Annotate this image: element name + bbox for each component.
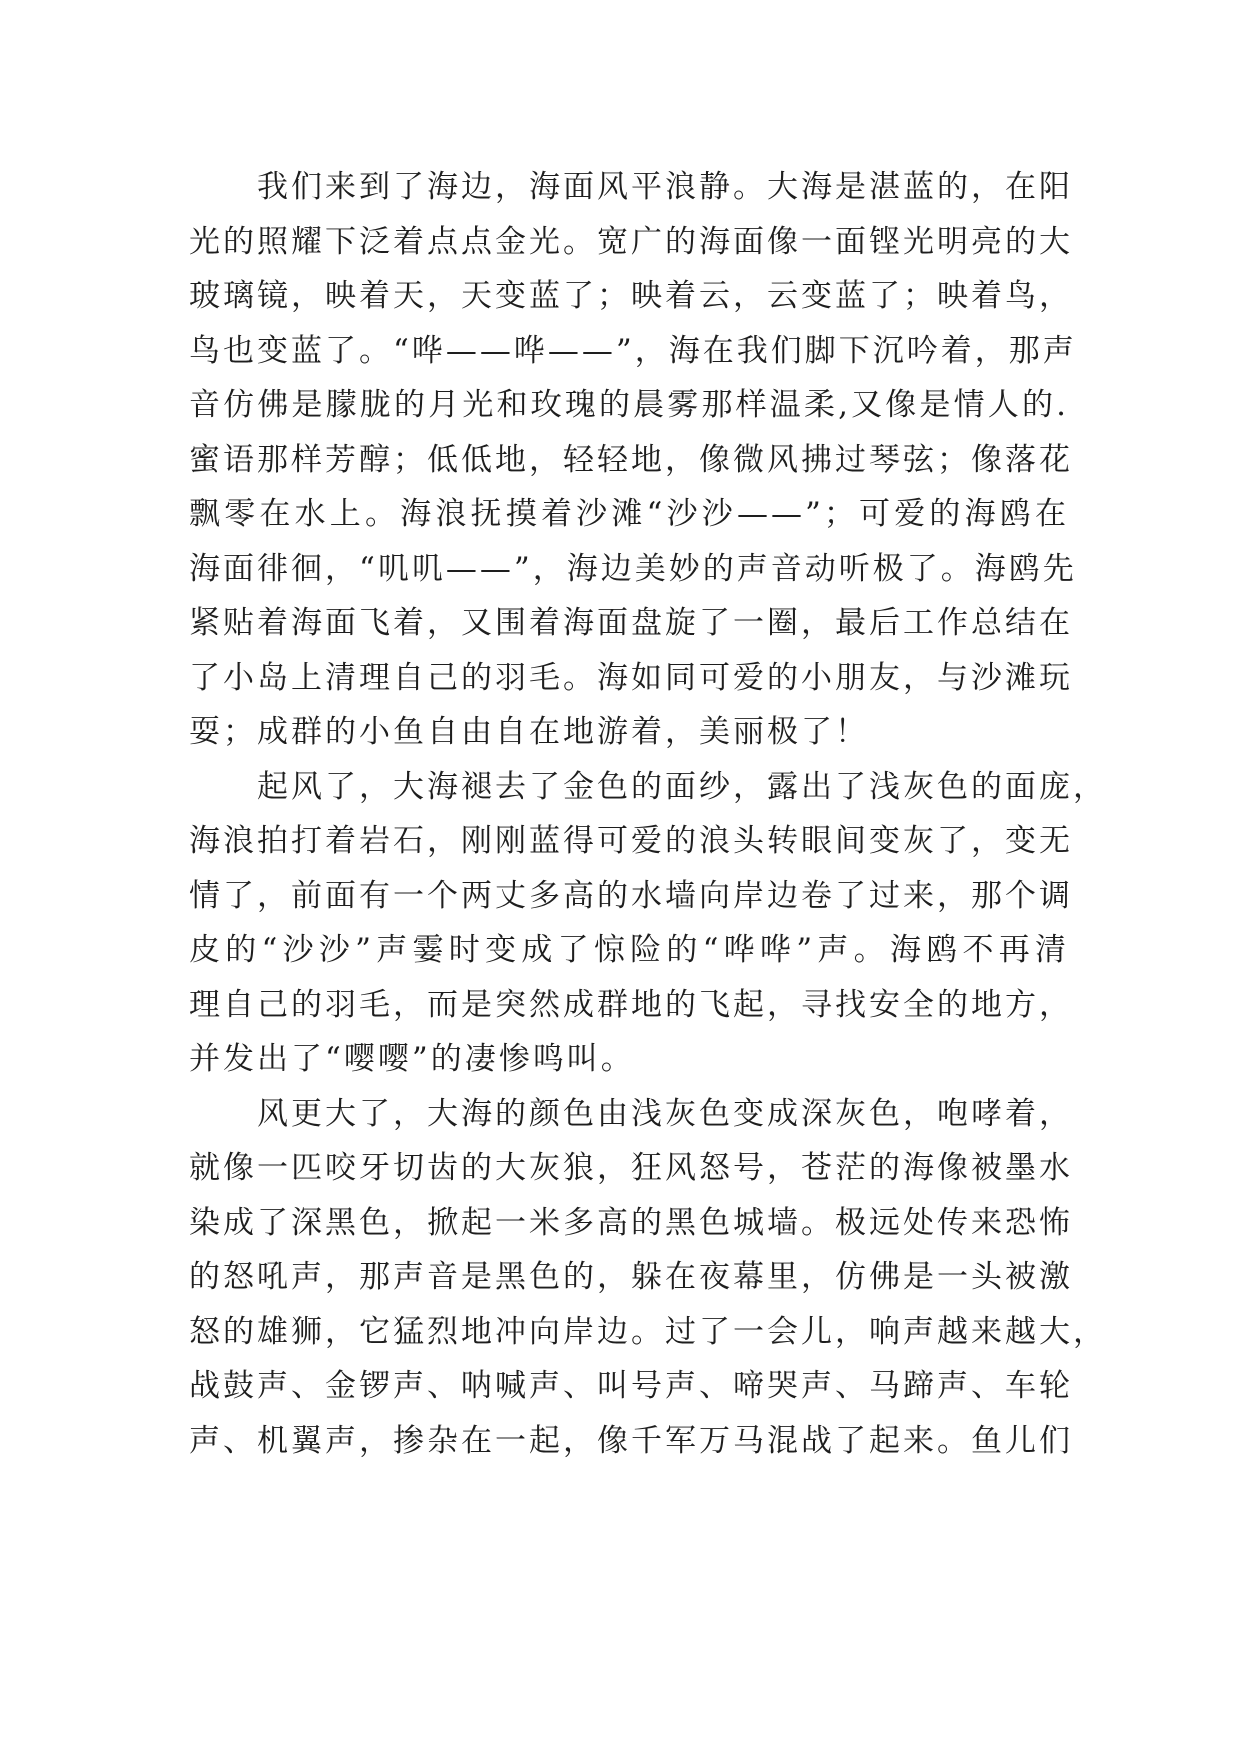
text-line: 染成了深黑色，掀起一米多高的黑色城墙。极远处传来恐怖 — [189, 1204, 1073, 1241]
text-line: 音仿佛是朦胧的月光和玫瑰的晨雾那样温柔,又像是情人的. — [189, 387, 1069, 423]
text-line: 风更大了，大海的颜色由浅灰色变成深灰色，咆哮着， — [257, 1095, 1073, 1132]
text-line: 了小岛上清理自己的羽毛。海如同可爱的小朋友，与沙滩玩 — [189, 659, 1073, 696]
body-text — [189, 160, 1107, 1468]
text-line: 情了，前面有一个两丈多高的水墙向岸边卷了过来，那个调 — [189, 877, 1073, 914]
text-line: 的怒吼声，那声音是黑色的，躲在夜幕里，仿佛是一头被激 — [189, 1259, 1073, 1295]
text-line: 蜜语那样芳醇；低低地，轻轻地，像微风拂过琴弦；像落花 — [189, 441, 1073, 478]
text-line: 怒的雄狮，它猛烈地冲向岸边。过了一会儿，响声越来越大， — [189, 1313, 1107, 1350]
text-line: 就像一匹咬牙切齿的大灰狼，狂风怒号，苍茫的海像被墨水 — [189, 1150, 1073, 1186]
text-line: 鸟也变蓝了。“哗——哗——”，海在我们脚下沉吟着，那声 — [189, 332, 1077, 369]
text-line: 光的照耀下泛着点点金光。宽广的海面像一面铿光明亮的大 — [189, 223, 1073, 260]
text-line: 我们来到了海边，海面风平浪静。大海是湛蓝的，在阳 — [257, 169, 1073, 205]
text-line: 声、机翼声，掺杂在一起，像千军万马混战了起来。鱼儿们 — [189, 1422, 1073, 1459]
text-line: 起风了，大海褪去了金色的面纱，露出了浅灰色的面庞， — [257, 768, 1107, 805]
text-line: 皮的“沙沙”声霎时变成了惊险的“哗哗”声。海鸥不再清 — [189, 932, 1069, 968]
text-line: 玻璃镜，映着天，天变蓝了；映着云，云变蓝了；映着鸟， — [189, 278, 1073, 314]
text-line: 理自己的羽毛，而是突然成群地的飞起，寻找安全的地方， — [189, 986, 1073, 1023]
text-line: 海浪拍打着岩石，刚刚蓝得可爱的浪头转眼间变灰了，变无 — [189, 823, 1073, 859]
text-line: 飘零在水上。海浪抚摸着沙滩“沙沙——”；可爱的海鸥在 — [189, 496, 1069, 532]
text-line: 紧贴着海面飞着，又围着海面盘旋了一圈，最后工作总结在 — [189, 605, 1073, 641]
text-line: 耍；成群的小鱼自由自在地游着，美丽极了！ — [189, 714, 869, 750]
text-line: 海面徘徊，“叽叽——”，海边美妙的声音动听极了。海鸥先 — [189, 550, 1077, 587]
text-line: 战鼓声、金锣声、呐喊声、叫号声、啼哭声、马蹄声、车轮 — [189, 1368, 1073, 1404]
text-line: 并发出了“嘤嘤”的凄惨鸣叫。 — [189, 1041, 635, 1077]
